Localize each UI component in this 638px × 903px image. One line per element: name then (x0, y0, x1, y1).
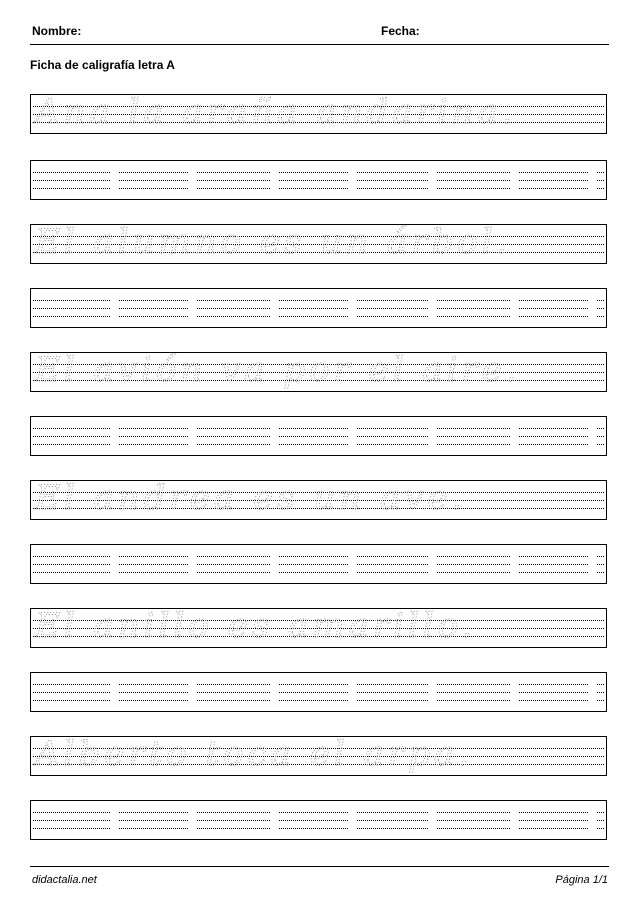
guide-line (33, 316, 604, 317)
practice-band (30, 160, 607, 200)
guide-line (33, 828, 604, 829)
traced-sentence (31, 95, 606, 133)
model-sentence-band (30, 480, 607, 520)
guide-line (33, 436, 604, 437)
word-gap (189, 803, 196, 837)
name-label: Nombre: (32, 24, 82, 38)
guide-line (33, 692, 604, 693)
guide-line (33, 684, 604, 685)
guide-line (33, 300, 604, 301)
word-gap (111, 803, 118, 837)
guide-line (33, 700, 604, 701)
word-gap (589, 675, 596, 709)
sentence-text: El anillo es amarillo. (35, 609, 477, 646)
word-gap (349, 291, 356, 325)
word-gap (189, 547, 196, 581)
word-gap (189, 291, 196, 325)
guide-line (33, 556, 604, 557)
footer-page-number: Página 1/1 (555, 874, 608, 886)
guide-line (33, 572, 604, 573)
word-gap (589, 163, 596, 197)
traced-sentence (31, 737, 606, 775)
word-gap (271, 803, 278, 837)
word-gap (349, 419, 356, 453)
practice-band (30, 544, 607, 584)
word-gap (511, 547, 518, 581)
guide-line (33, 444, 604, 445)
guide-line (33, 428, 604, 429)
word-gap (511, 163, 518, 197)
word-gap (111, 547, 118, 581)
word-gap (429, 547, 436, 581)
word-gap (349, 803, 356, 837)
word-gap (429, 419, 436, 453)
practice-band (30, 416, 607, 456)
sentence-text: El alumno es un árbol. (35, 225, 512, 262)
model-sentence-band (30, 94, 607, 134)
word-gap (429, 675, 436, 709)
word-gap (271, 291, 278, 325)
footer-rule (30, 866, 609, 867)
word-gap (589, 291, 596, 325)
sentence-text: Alberto toca el arpa. (35, 737, 473, 774)
traced-sentence (31, 481, 606, 519)
word-gap (511, 675, 518, 709)
practice-band (30, 672, 607, 712)
model-sentence-band (30, 352, 607, 392)
model-sentence-band (30, 224, 607, 264)
sentence-text: El andrea es un ave. (35, 481, 467, 518)
practice-band (30, 288, 607, 328)
sentence-text: El avión va por el aire. (35, 353, 521, 390)
word-gap (111, 675, 118, 709)
practice-band (30, 800, 607, 840)
word-gap (511, 419, 518, 453)
word-gap (189, 419, 196, 453)
model-sentence-band (30, 736, 607, 776)
word-gap (511, 803, 518, 837)
word-gap (349, 547, 356, 581)
sentence-text: Ana la araña andarina. (35, 95, 517, 132)
footer-site: didactalia.net (32, 874, 97, 886)
word-gap (189, 675, 196, 709)
word-gap (589, 803, 596, 837)
guide-line (33, 180, 604, 181)
model-sentence-band (30, 608, 607, 648)
traced-sentence (31, 609, 606, 647)
header-rule (30, 44, 609, 45)
word-gap (589, 547, 596, 581)
word-gap (111, 419, 118, 453)
word-gap (271, 675, 278, 709)
word-gap (429, 803, 436, 837)
word-gap (271, 419, 278, 453)
word-gap (189, 163, 196, 197)
word-gap (429, 163, 436, 197)
word-gap (111, 163, 118, 197)
guide-line (33, 188, 604, 189)
guide-line (33, 308, 604, 309)
guide-line (33, 812, 604, 813)
word-gap (271, 547, 278, 581)
word-gap (111, 291, 118, 325)
word-gap (511, 291, 518, 325)
guide-line (33, 820, 604, 821)
traced-sentence (31, 225, 606, 263)
guide-line (33, 564, 604, 565)
word-gap (349, 675, 356, 709)
date-label: Fecha: (381, 24, 420, 38)
word-gap (349, 163, 356, 197)
word-gap (271, 163, 278, 197)
worksheet-title: Ficha de caligrafía letra A (30, 58, 175, 72)
word-gap (429, 291, 436, 325)
traced-sentence (31, 353, 606, 391)
guide-line (33, 172, 604, 173)
word-gap (589, 419, 596, 453)
